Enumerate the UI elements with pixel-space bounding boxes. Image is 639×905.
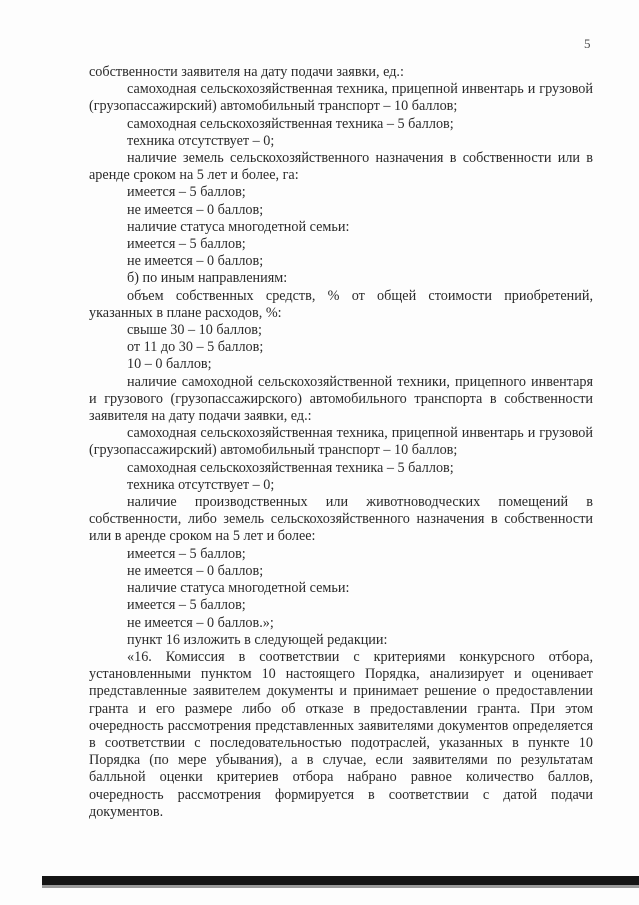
paragraph: не имеется – 0 баллов.»; (127, 614, 274, 631)
paragraph: имеется – 5 баллов; (127, 236, 246, 253)
paragraph: техника отсутствует – 0; (127, 132, 275, 149)
document-body (89, 64, 593, 821)
paragraph: наличие самоходной сельскохозяйственной техники, прицепного инвентаря и грузового (грузопассажирского) автомобильного транспорта в собственности заявителя на дату подачи заявки, ед.: (89, 373, 593, 425)
paragraph: наличие статуса многодетной семьи: (127, 580, 350, 597)
paragraph: самоходная сельскохозяйственная техника, прицепной инвентарь и грузовой (грузопассажирский) автомобильный транспорт – 10 баллов; (89, 425, 593, 459)
paragraph: наличие земель сельскохозяйственного назначения в собственности или в аренде сроком на 5 лет и более, га: (89, 150, 593, 184)
paragraph: свыше 30 – 10 баллов; (127, 322, 262, 339)
paragraph: самоходная сельскохозяйственная техника – 5 баллов; (127, 115, 454, 132)
paragraph: пункт 16 изложить в следующей редакции: (127, 631, 388, 648)
paragraph: техника отсутствует – 0; (127, 476, 275, 493)
paragraph: б) по иным направлениям: (127, 270, 288, 287)
paragraph: объем собственных средств, % от общей стоимости приобретений, указанных в плане расходов, %: (89, 287, 593, 321)
paragraph: имеется – 5 баллов; (127, 597, 246, 614)
paragraph: собственности заявителя на дату подачи заявки, ед.: (89, 64, 404, 80)
paragraph: не имеется – 0 баллов; (127, 562, 264, 579)
paragraph: имеется – 5 баллов; (127, 545, 246, 562)
paragraph: самоходная сельскохозяйственная техника – 5 баллов; (127, 459, 454, 476)
paragraph: самоходная сельскохозяйственная техника, прицепной инвентарь и грузовой (грузопассажирский) автомобильный транспорт – 10 баллов; (89, 81, 593, 115)
paragraph: 10 – 0 баллов; (127, 356, 212, 373)
paragraph: «16. Комиссия в соответствии с критериями конкурсного отбора, установленными пунктом 10 настоящего Порядка, анализирует и оценивает представленные заявителем документы и принимает решение о предоставлении гранта и его размере либо об отказе в предоставлении гранта. При этом очередность рассмотрения представленных заявителями документов определяется в соответствии с последовательностью подотраслей, указанных в пункте 10 Порядка (по мере убывания), а в случае, если заявителями по результатам балльной оценки критериев отбора набрано равное количество баллов, очередность рассмотрения формируется в соответствии с датой подачи документов. (89, 648, 593, 820)
page-number: 5 (584, 36, 591, 51)
scan-edge-bar (42, 876, 639, 885)
scan-edge-shadow (42, 885, 639, 888)
paragraph: не имеется – 0 баллов; (127, 201, 264, 218)
paragraph: наличие производственных или животноводческих помещений в собственности, либо земель сельскохозяйственного назначения в собственности или в аренде сроком на 5 лет и более: (89, 494, 593, 545)
paragraph: не имеется – 0 баллов; (127, 253, 264, 270)
paragraph: имеется – 5 баллов; (127, 184, 246, 201)
paragraph: наличие статуса многодетной семьи: (127, 218, 350, 235)
paragraph: от 11 до 30 – 5 баллов; (127, 339, 264, 356)
